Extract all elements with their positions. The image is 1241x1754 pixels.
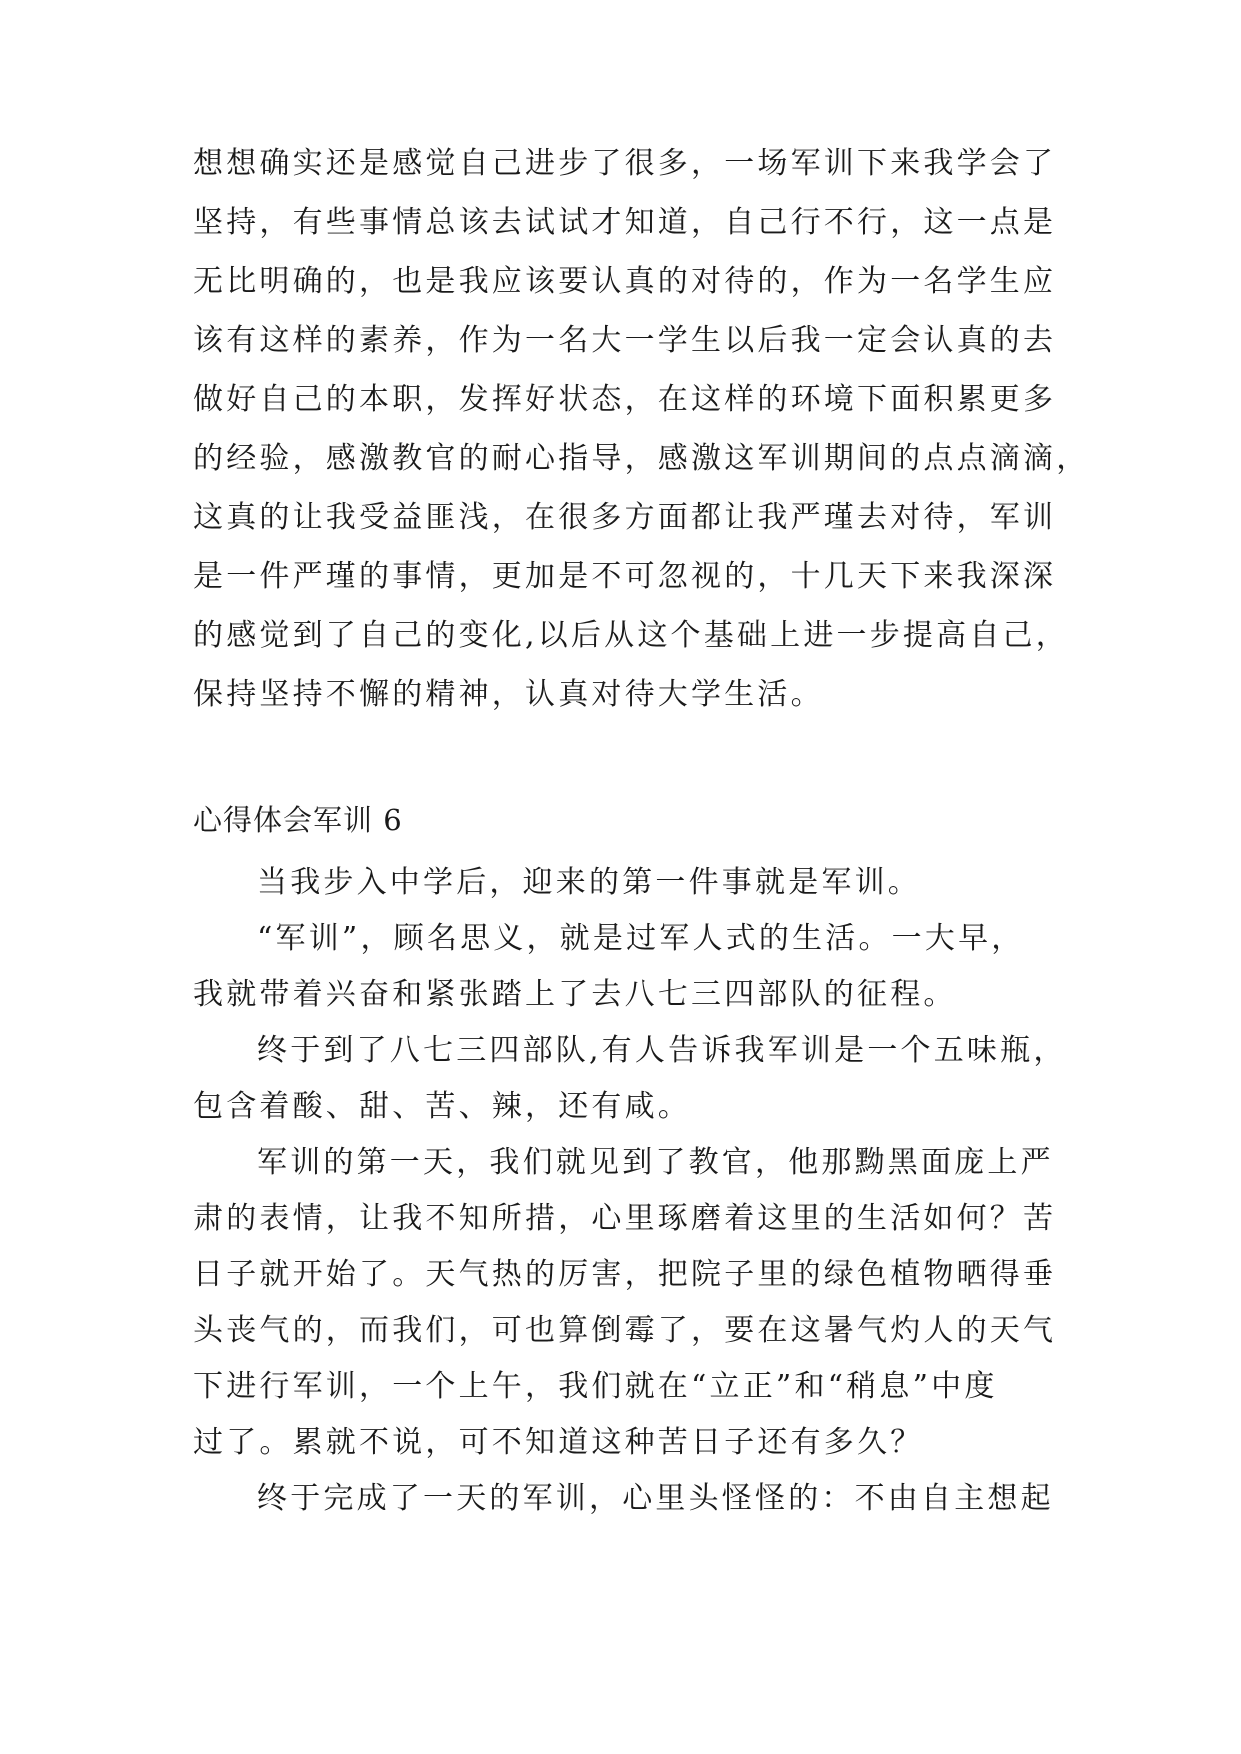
paragraph-line: 的经验，感激教官的耐心指导，感激这军训期间的点点滴滴， xyxy=(193,441,1090,476)
paragraph-line: 做好自己的本职，发挥好状态，在这样的环境下面积累更多 xyxy=(193,382,1057,417)
paragraph-line: 肃的表情，让我不知所措，心里琢磨着这里的生活如何？苦 xyxy=(193,1201,1057,1236)
paragraph-line: 保持坚持不懈的精神，认真对待大学生活。 xyxy=(193,677,824,712)
paragraph-line: “军训”，顾名思义，就是过军人式的生活。一大早， xyxy=(257,921,1025,956)
paragraph-line: 无比明确的，也是我应该要认真的对待的，作为一名学生应 xyxy=(193,264,1057,299)
section-title: 心得体会军训 6 xyxy=(193,803,403,837)
paragraph-line: 终于到了八七三四部队,有人告诉我军训是一个五味瓶， xyxy=(257,1033,1067,1068)
paragraph-line: 这真的让我受益匪浅，在很多方面都让我严瑾去对待，军训 xyxy=(193,500,1057,535)
paragraph-line: 头丧气的，而我们，可也算倒霉了，要在这暑气灼人的天气 xyxy=(193,1313,1057,1348)
paragraph-line: 的感觉到了自己的变化,以后从这个基础上进一步提高自己， xyxy=(193,618,1069,653)
paragraph-line: 军训的第一天，我们就见到了教官，他那黝黑面庞上严 xyxy=(257,1145,1054,1180)
paragraph-line: 坚持，有些事情总该去试试才知道，自己行不行，这一点是 xyxy=(193,205,1057,240)
paragraph-line: 下进行军训，一个上午，我们就在“立正”和“稍息”中度 xyxy=(193,1369,998,1404)
previous-section-text xyxy=(193,134,1090,724)
paragraph-line: 过了。累就不说，可不知道这种苦日子还有多久？ xyxy=(193,1425,924,1460)
paragraph-line: 该有这样的素养，作为一名大一学生以后我一定会认真的去 xyxy=(193,323,1057,358)
paragraph-line: 当我步入中学后，迎来的第一件事就是军训。 xyxy=(257,865,921,900)
paragraph-line: 是一件严瑾的事情，更加是不可忽视的，十几天下来我深深 xyxy=(193,559,1057,594)
paragraph-line: 终于完成了一天的军训，心里头怪怪的：不由自主想起 xyxy=(257,1481,1054,1516)
paragraph-line: 我就带着兴奋和紧张踏上了去八七三四部队的征程。 xyxy=(193,977,957,1012)
paragraph-line: 日子就开始了。天气热的厉害，把院子里的绿色植物晒得垂 xyxy=(193,1257,1057,1292)
paragraph-line: 包含着酸、甜、苦、辣，还有咸。 xyxy=(193,1089,691,1124)
section-body xyxy=(193,855,1067,1527)
paragraph-line: 想想确实还是感觉自己进步了很多，一场军训下来我学会了 xyxy=(193,146,1057,181)
